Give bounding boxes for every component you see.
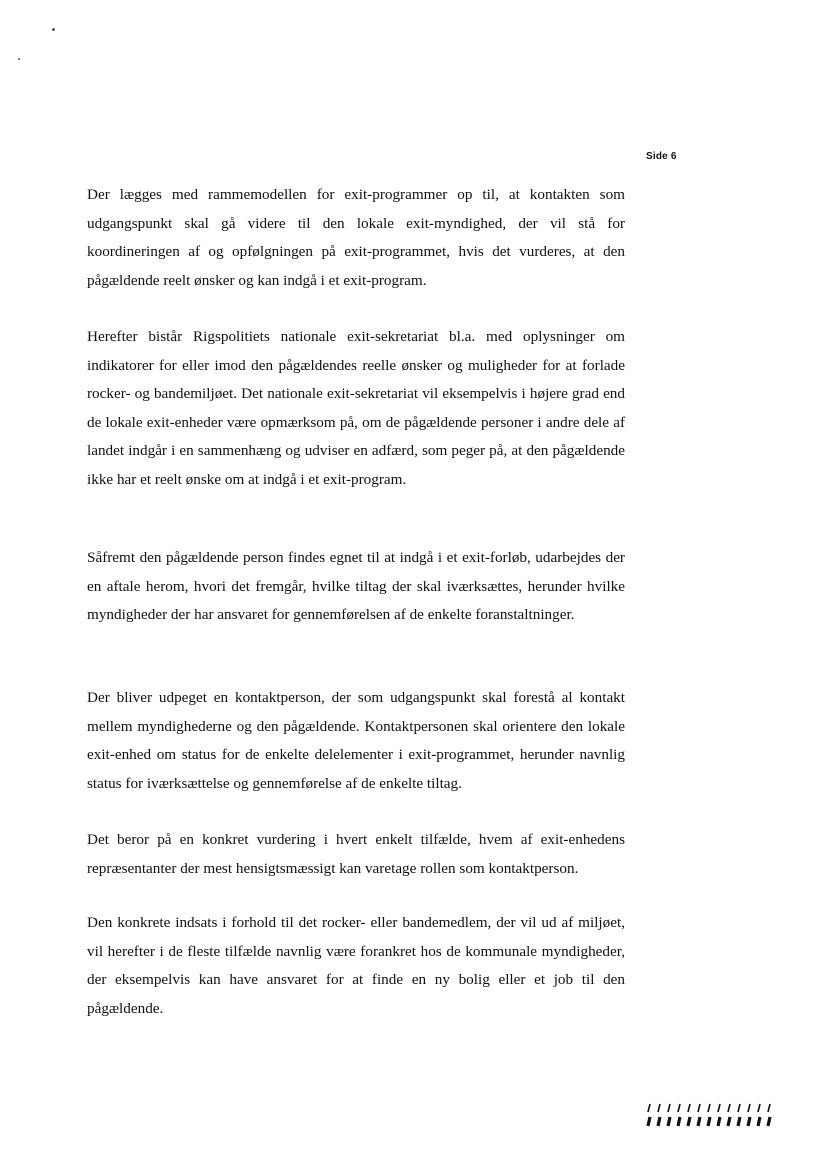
paragraph-6: Den konkrete indsats i forhold til det rocker- eller bandemedlem, der vil ud af miljøet, vil herefter i de fleste tilfælde navnlig være forankret hos de kommunale myndigheder, der eksempelvis kan have ansvaret for at finde en ny bolig eller et job til den pågældende. (87, 914, 625, 1017)
barcode-graphic (646, 1102, 778, 1128)
paragraph-3: Såfremt den pågældende person findes egnet til at indgå i et exit-forløb, udarbejdes der en aftale herom, hvori det fremgår, hvilke tiltag der skal iværksættes, herunder hvilke myndigheder der har ansvaret for gennemførelsen af de enkelte foranstaltninger. (87, 549, 625, 624)
paragraph-5: Det beror på en konkret vurdering i hvert enkelt tilfælde, hvem af exit-enhedens repræsentanter der mest hensigtsmæssigt kan varetage rollen som kontaktperson. (87, 831, 625, 877)
paragraph-2: Herefter bistår Rigspolitiets nationale exit-sekretariat bl.a. med oplysninger om indikatorer for eller imod den pågældendes reelle ønsker og muligheder for at forlade rocker- og bandemiljøet. Det nationale exit-sekretariat vil eksempelvis i højere grad end de lokale exit-enheder være opmærksom på, om de pågældende personer i andre dele af landet indgår i en sammenhæng og udviser en adfærd, som peger på, at den pågældende ikke har et reelt ønske om at indgå i et exit-program. (87, 328, 625, 488)
barcode-mark (646, 1102, 778, 1128)
scan-speck (52, 28, 55, 31)
paragraph-4: Der bliver udpeget en kontaktperson, der som udgangspunkt skal forestå al kontakt mellem myndighederne og den pågældende. Kontaktpersonen skal orientere den lokale exit-enhed om status for de enkelte delelementer i exit-programmet, herunder navnlig status for iværksættelse og gennemførelse af de enkelte tiltag. (87, 689, 625, 792)
page-number: Side 6 (646, 151, 677, 162)
paragraph-1: Der lægges med rammemodellen for exit-programmer op til, at kontakten som udgangspunkt skal gå videre til den lokale exit-myndighed, der vil stå for koordineringen af og opfølgningen på exit-programmet, hvis det vurderes, at den pågældende reelt ønsker og kan indgå i et exit-program. (87, 186, 625, 289)
scan-speck (18, 58, 20, 60)
